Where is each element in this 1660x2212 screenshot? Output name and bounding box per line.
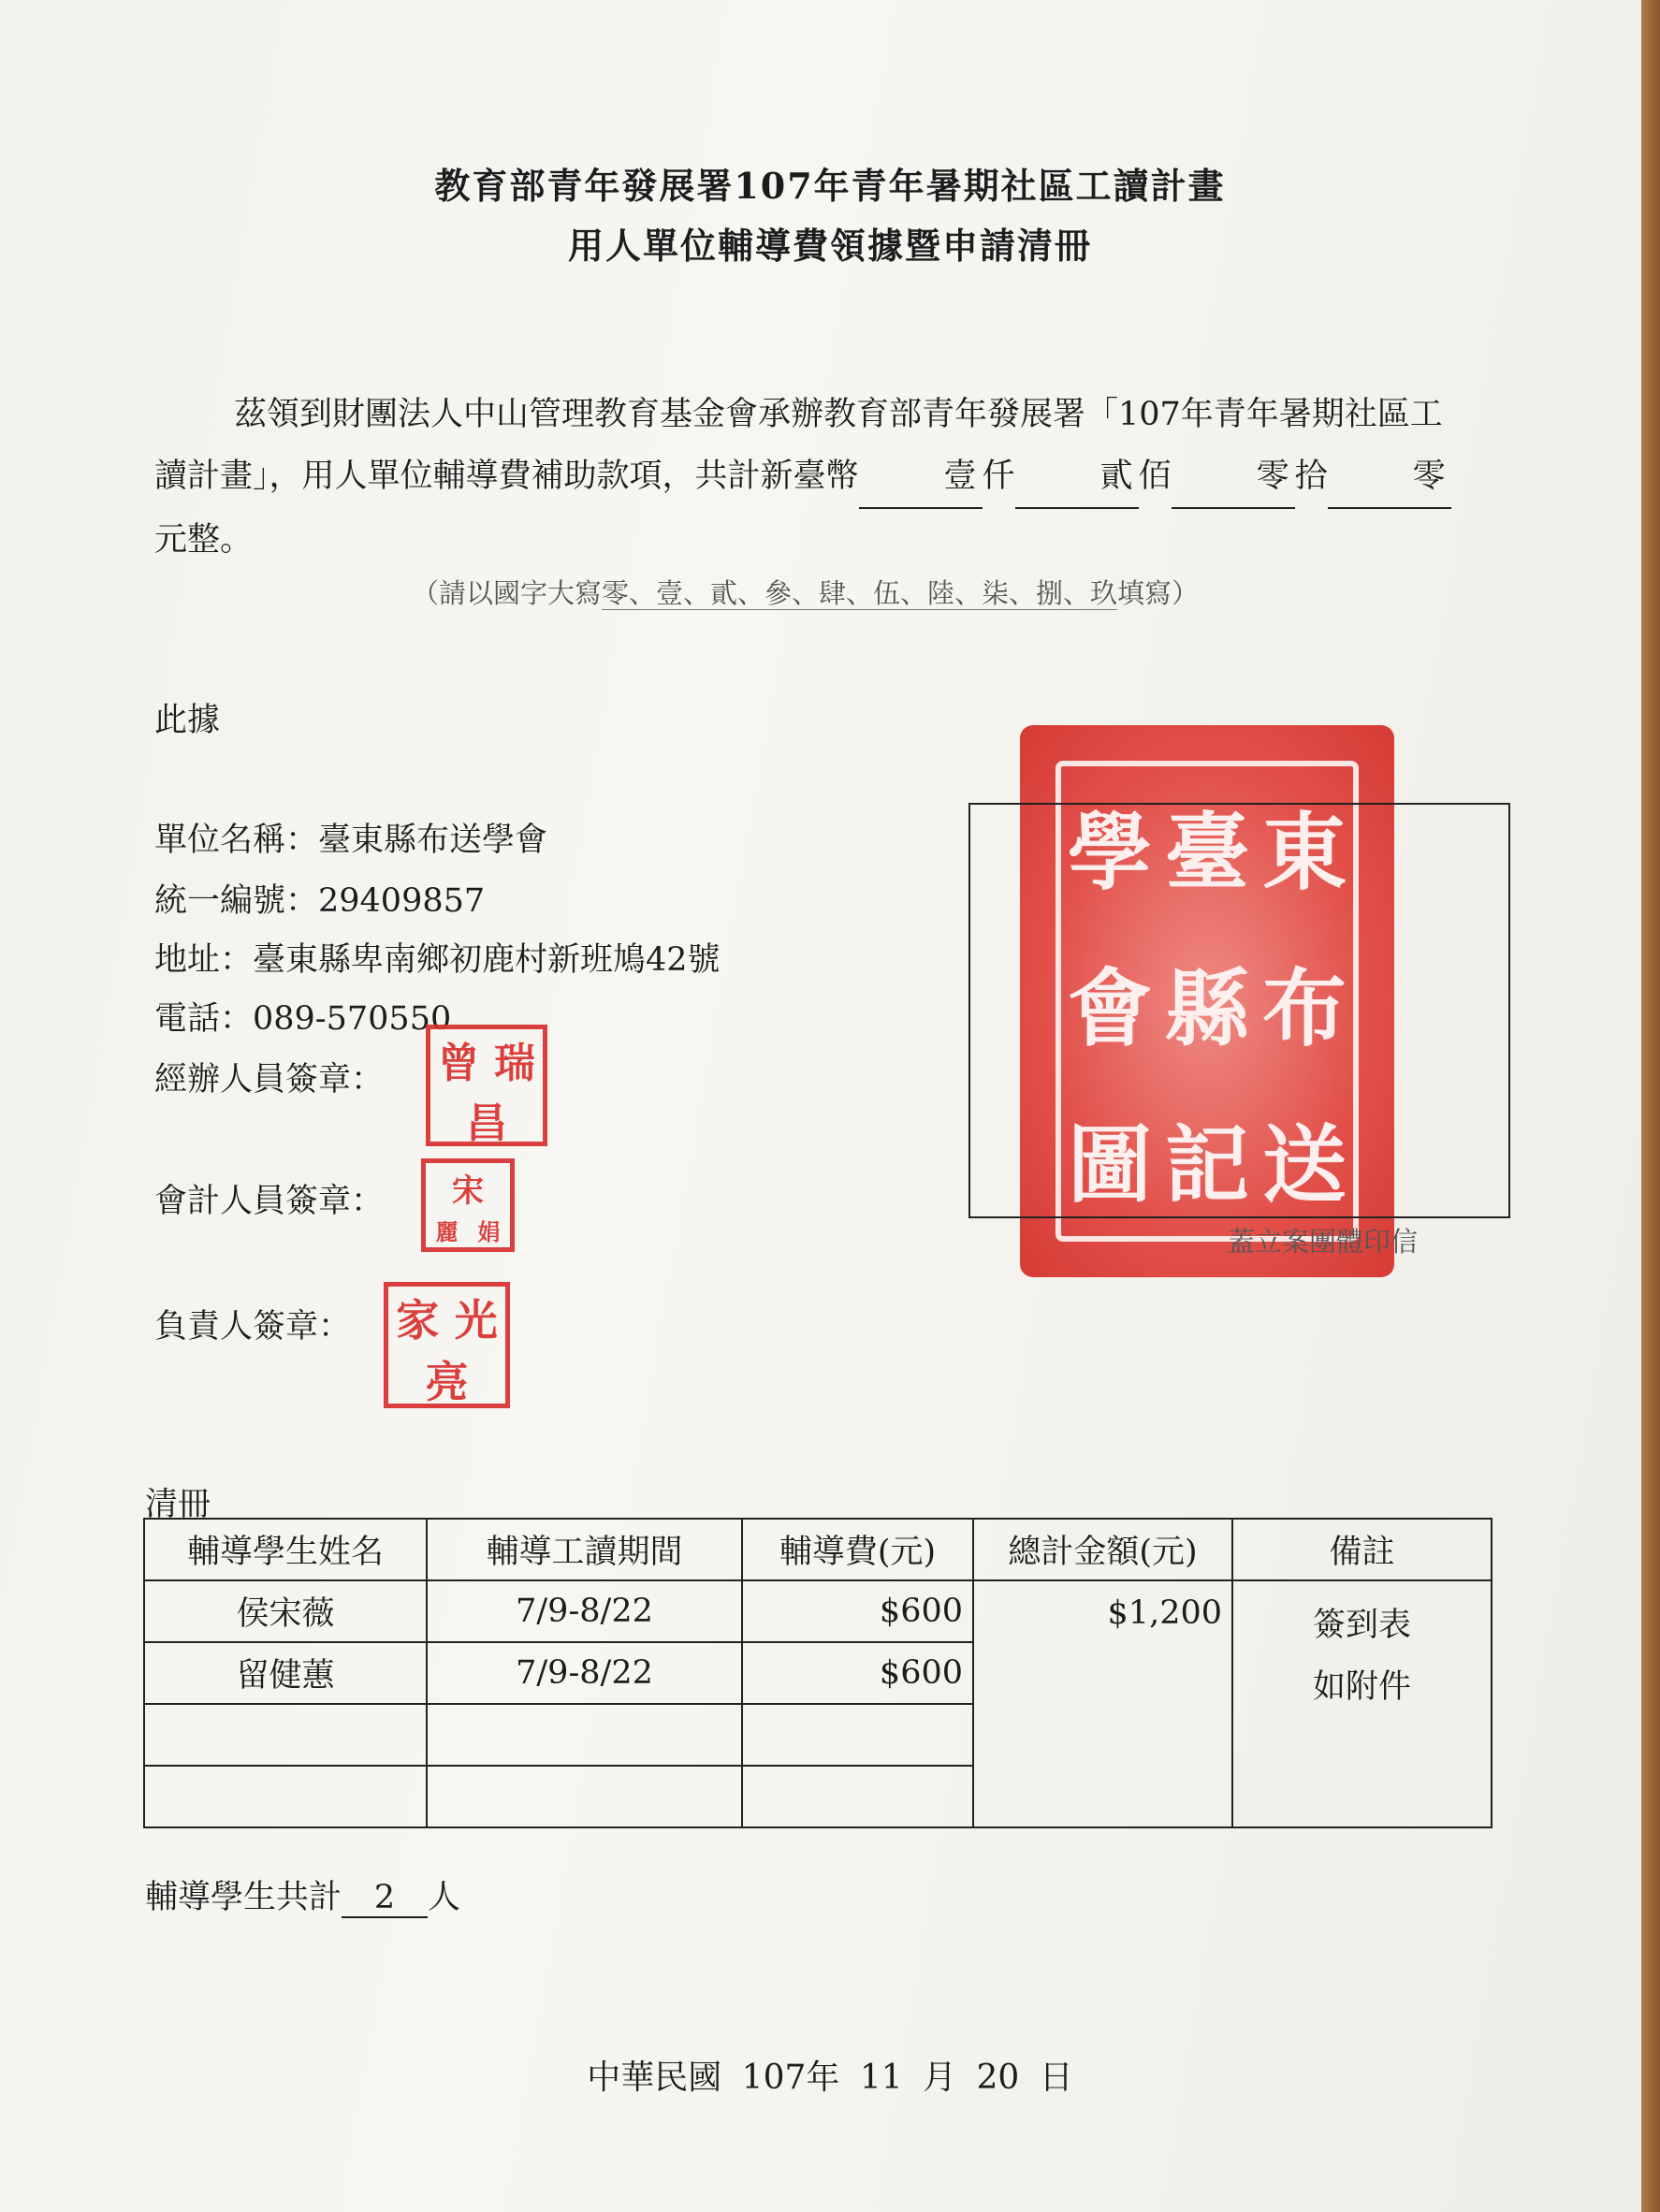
student-count-suffix: 人	[428, 1879, 461, 1916]
tax-id: 統一編號：29409857	[154, 882, 486, 920]
student-name	[144, 1766, 427, 1827]
seal-char: 昌	[466, 1099, 507, 1147]
header-total: 總計金額(元)	[973, 1519, 1232, 1580]
leader-signature-label: 負責人簽章：	[154, 1308, 352, 1346]
seal-char: 會	[1068, 958, 1152, 1058]
seal-char: 宋	[452, 1171, 484, 1210]
seal-frame	[968, 803, 1510, 1218]
doc-title-line1: 教育部青年發展署107年青年暑期社區工讀計畫	[434, 165, 1226, 207]
unit-thousand: 仟	[982, 458, 1015, 495]
seal-char: 瑞	[494, 1040, 535, 1087]
work-period	[427, 1704, 742, 1766]
org-name: 單位名稱：臺東縣布送學會	[154, 822, 548, 859]
amount-ten: 零	[1172, 445, 1295, 509]
remark-cell	[1232, 1580, 1492, 1827]
student-count: 2	[342, 1879, 428, 1918]
seal-char: 圖	[1068, 1115, 1152, 1215]
student-count-line	[145, 1871, 460, 1918]
student-name: 留健蕙	[144, 1642, 427, 1704]
seal-char: 記	[1165, 1115, 1249, 1215]
seal-char: 家	[396, 1295, 440, 1346]
work-period: 7/9-8/22	[427, 1580, 742, 1642]
receipt-body-text: 茲領到財團法人中山管理教育基金會承辦教育部青年發展署「107年青年暑期社區工讀計畫」，用人單位輔導費補助款項，共計新臺幣	[154, 396, 1443, 495]
student-name: 侯宋薇	[144, 1580, 427, 1642]
note-chars: 零、壹、貳、參、肆、伍、陸、柒、捌、玖	[602, 577, 1118, 609]
accountant-signature-label: 會計人員簽章：	[154, 1183, 385, 1220]
remark-line1: 簽到表	[1312, 1607, 1411, 1644]
seal-char: 麗	[435, 1217, 459, 1245]
handler-seal-stamp	[426, 1025, 547, 1146]
work-period	[427, 1766, 742, 1827]
roster-table	[143, 1518, 1493, 1828]
chinese-numeral-note	[412, 573, 1199, 611]
work-period: 7/9-8/22	[427, 1642, 742, 1704]
table-header-row	[144, 1519, 1492, 1580]
header-period: 輔導工讀期間	[427, 1519, 742, 1580]
roster-label: 清冊	[145, 1486, 211, 1523]
unit-hundred: 佰	[1138, 458, 1172, 495]
receipt-label: 此據	[154, 702, 221, 739]
header-fee: 輔導費(元)	[742, 1519, 973, 1580]
seal-char: 臺	[1165, 802, 1249, 902]
unit-end: 元整。	[154, 521, 254, 559]
student-name	[144, 1704, 427, 1766]
handler-signature-label: 經辦人員簽章：	[154, 1061, 385, 1099]
seal-char: 布	[1262, 958, 1347, 1058]
seal-char: 縣	[1165, 958, 1249, 1058]
leader-seal-stamp	[384, 1282, 510, 1408]
table-row	[144, 1580, 1492, 1642]
seal-char: 光	[454, 1295, 498, 1346]
amount-thousand: 壹	[859, 445, 983, 509]
total-amount: $1,200	[973, 1580, 1232, 1827]
tutoring-fee: $600	[742, 1642, 973, 1704]
seal-char: 曾	[438, 1040, 479, 1087]
document-date: 中華民國 107年 11 月 20 日	[587, 2059, 1073, 2097]
seal-char: 亮	[425, 1357, 469, 1407]
accountant-seal-stamp	[421, 1158, 515, 1252]
note-close: 填寫）	[1117, 577, 1200, 609]
tutoring-fee	[742, 1766, 973, 1827]
student-count-prefix: 輔導學生共計	[145, 1879, 342, 1916]
seal-char: 東	[1262, 802, 1347, 902]
receipt-paragraph	[154, 384, 1464, 571]
amount-one: 零	[1328, 445, 1451, 509]
tutoring-fee: $600	[742, 1580, 973, 1642]
unit-ten: 拾	[1294, 458, 1328, 495]
header-remark: 備註	[1232, 1519, 1492, 1580]
note-open: （請以國字大寫	[412, 577, 603, 609]
seal-char: 送	[1262, 1115, 1347, 1215]
seal-char: 娟	[477, 1217, 501, 1245]
address: 地址：臺東縣卑南鄉初鹿村新班鳩42號	[154, 941, 721, 979]
amount-hundred: 貳	[1015, 445, 1139, 509]
seal-caption: 蓋立案團體印信	[1228, 1226, 1419, 1258]
doc-title-line2: 用人單位輔導費領據暨申請清冊	[567, 225, 1092, 267]
remark-line2: 如附件	[1312, 1668, 1411, 1706]
tutoring-fee	[742, 1704, 973, 1766]
wood-table-edge	[1641, 0, 1660, 2212]
header-student-name: 輔導學生姓名	[144, 1519, 427, 1580]
seal-char: 學	[1068, 802, 1152, 902]
phone: 電話：089-570550	[154, 1000, 452, 1038]
